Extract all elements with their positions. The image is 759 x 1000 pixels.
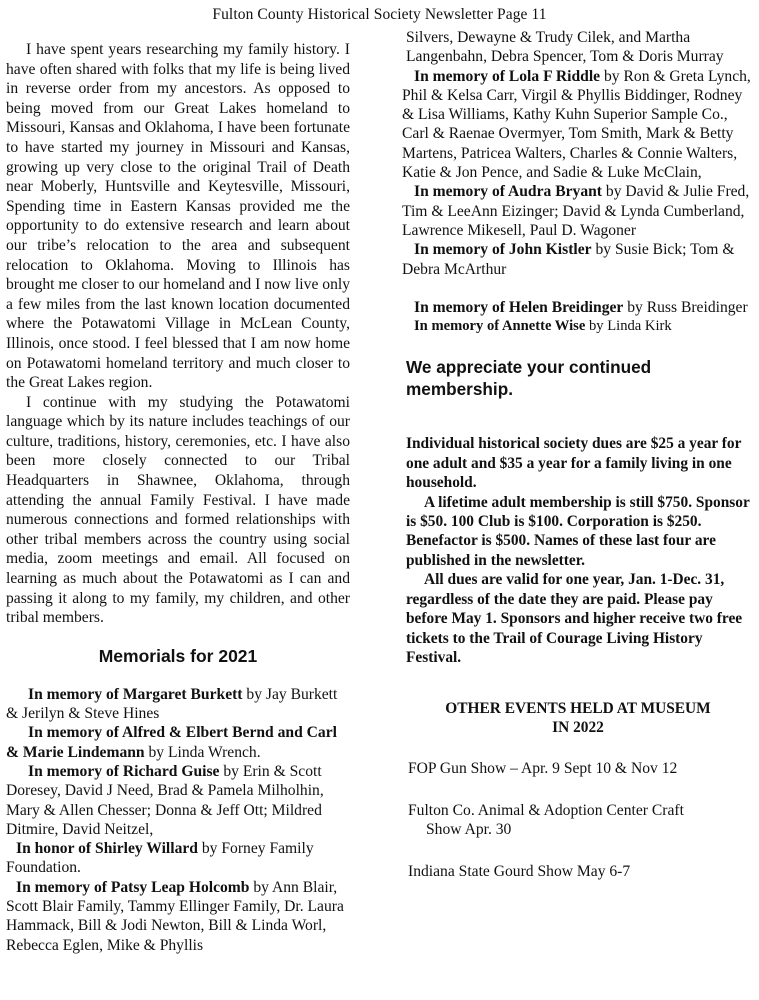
dues-paragraph: A lifetime adult membership is still $750. Sponsor is $50. 100 Club is $100. Corporation is $250. Benefactor is $500. Names of these last four are published in the newsletter. — [406, 493, 750, 569]
appreciation-heading: We appreciate your continued membership. — [406, 357, 652, 400]
event-line: Indiana State Gourd Show May 6-7 — [408, 862, 631, 880]
memorial-name: Helen Breidinger — [508, 298, 624, 316]
event-item — [402, 759, 754, 778]
memorial-name: John Kistler — [508, 241, 592, 259]
memorials-title: Memorials for 2021 — [98, 645, 258, 666]
memorial-donors: by Ron & Greta Lynch, Phil & Kelsa Carr, Virgil & Phyllis Biddinger, Rodney & Lisa Williams, Kathy Kuhn Superior Sample Co., Carl & Raenae Overmyer, Tom Smith, Mark & Betty Martens, Patricea Walters, Charles & Connie Walters, Katie & Jon Pence, and Sadie & Luke McClain, — [402, 67, 751, 182]
memorial-donors: by Linda Kirk — [585, 318, 672, 335]
events-title-line: IN 2022 — [552, 719, 604, 737]
memorial-prefix: In memory of — [414, 67, 509, 85]
events-title — [402, 699, 754, 737]
page-header: Fulton County Historical Society Newsletter Page 11 — [212, 6, 547, 23]
event-line-continued: Show Apr. 30 — [426, 821, 512, 839]
memorial-donors: by Russ Breidinger — [623, 298, 748, 316]
memorial-entry — [6, 723, 350, 762]
event-item — [402, 801, 754, 840]
memorial-name: Shirley Willard — [95, 840, 198, 858]
memorial-prefix: In memory of — [414, 183, 508, 201]
memorial-donors: by Forney Family Foundation. — [6, 840, 314, 877]
memorial-name: Audra Bryant — [507, 183, 602, 201]
memorial-name: Lola F Riddle — [508, 67, 601, 85]
memorial-donors: by Linda Wrench. — [144, 743, 261, 761]
event-line: Fulton Co. Animal & Adoption Center Craft — [408, 801, 684, 819]
memorial-name: Patsy Leap Holcomb — [110, 878, 250, 896]
memorial-entry — [6, 762, 350, 839]
memorial-entry — [402, 240, 754, 279]
memorial-donors: by Jay Burkett & Jerilyn & Steve Hines — [6, 685, 338, 723]
memorial-donors: by Susie Bick; Tom & Debra McArthur — [402, 241, 735, 278]
memorial-prefix: In honor of — [16, 840, 96, 858]
event-line: FOP Gun Show – Apr. 9 Sept 10 & Nov 12 — [408, 760, 678, 778]
memorial-donors: by Ann Blair, Scott Blair Family, Tammy Ellinger Family, Dr. Laura Hammack, Bill & Jodi Newton, Bill & Linda Worl, Rebecca Eglen, Mike & Phyllis — [6, 878, 344, 954]
memorial-prefix: In memory of — [28, 724, 122, 742]
memorial-name: Alfred & Elbert Bernd and Carl & Marie Lindemann — [6, 724, 337, 761]
memorial-continued: Silvers, Dewayne & Trudy Cilek, and Martha Langenbahn, Debra Spencer, Tom & Doris Murray — [406, 29, 724, 66]
memorial-prefix: In memory of — [16, 878, 111, 896]
memorial-name: Margaret Burkett — [122, 685, 243, 703]
left-column — [6, 40, 350, 955]
memorial-prefix: In memory of — [28, 685, 123, 703]
event-item — [402, 862, 754, 881]
body-paragraph: I continue with my studying the Potawatomi language which by its nature includes teachings of our culture, traditions, history, ceremonies, etc. I have also been more closely connected to our Tribal Headquarters in Shawnee, Oklahoma, through attending the annual Family Festival. I have made numerous connections and formed relationships with other tribal members across the country using social media, zoom meetings and email. All focused on learning as much about the Potawatomi as I can and passing it along to my family, my children, and other tribal members. — [6, 393, 350, 627]
dues-paragraph: All dues are valid for one year, Jan. 1-Dec. 31, regardless of the date they are paid. Please pay before May 1. Sponsors and higher receive two free tickets to the Trail of Courage Living History Festival. — [406, 571, 743, 666]
memorial-entry — [6, 685, 350, 724]
dues-paragraph: Individual historical society dues are $25 a year for one adult and $35 a year for a family living in one household. — [406, 435, 742, 492]
memorial-prefix: In memory of — [414, 298, 509, 316]
memorial-donors: by David & Julie Fred, Tim & LeeAnn Eizinger; David & Lynda Cumberland, Lawrence Mikesell, Paul D. Wagoner — [402, 183, 750, 239]
memorial-entry — [402, 182, 754, 240]
memorial-prefix: In memory of — [414, 241, 509, 259]
events-title-line: OTHER EVENTS HELD AT MUSEUM — [445, 700, 711, 718]
memorial-entry — [402, 67, 754, 183]
memorial-prefix: In memory of — [28, 763, 123, 780]
memorial-entry — [6, 878, 350, 955]
memorial-entry — [402, 298, 754, 317]
memorial-entry — [6, 839, 350, 878]
memorial-name: Richard Guise — [122, 763, 220, 780]
memorial-donors: by Erin & Scott Doresey, David J Need, Brad & Pamela Milholhin, Mary & Allen Chesser; Donna & Jeff Ott; Mildred Ditmire, David Neitzel, — [6, 763, 324, 838]
right-column — [402, 28, 754, 881]
body-paragraph: I have spent years researching my family history. I have often shared with folks that my life is being lived in reverse order from my ancestors. As opposed to being moved from our Great Lakes homeland to Missouri, Kansas and Oklahoma, I have been fortunate to have started my journey in Missouri and Kansas, growing up very close to the original Trail of Death near Moberly, Huntsville and Keytesville, Missouri, Spending time in Eastern Kansas provided me the opportunity to do extensive research and learn about our tribe’s relocation to the area and subsequent relocation to Oklahoma. Moving to Illinois has brought me closer to our homeland and I now live only a few miles from the last known location documented where the Potawatomi Village in McLean County, Illinois, once stood. I feel blessed that I am now home on Potawatomi homeland territory and much closer to the Great Lakes region. — [6, 41, 350, 392]
memorial-prefix: In memory of — [414, 318, 502, 335]
dues-section — [402, 434, 754, 667]
memorial-name: Annette Wise — [501, 318, 586, 335]
memorial-entry — [402, 317, 754, 336]
